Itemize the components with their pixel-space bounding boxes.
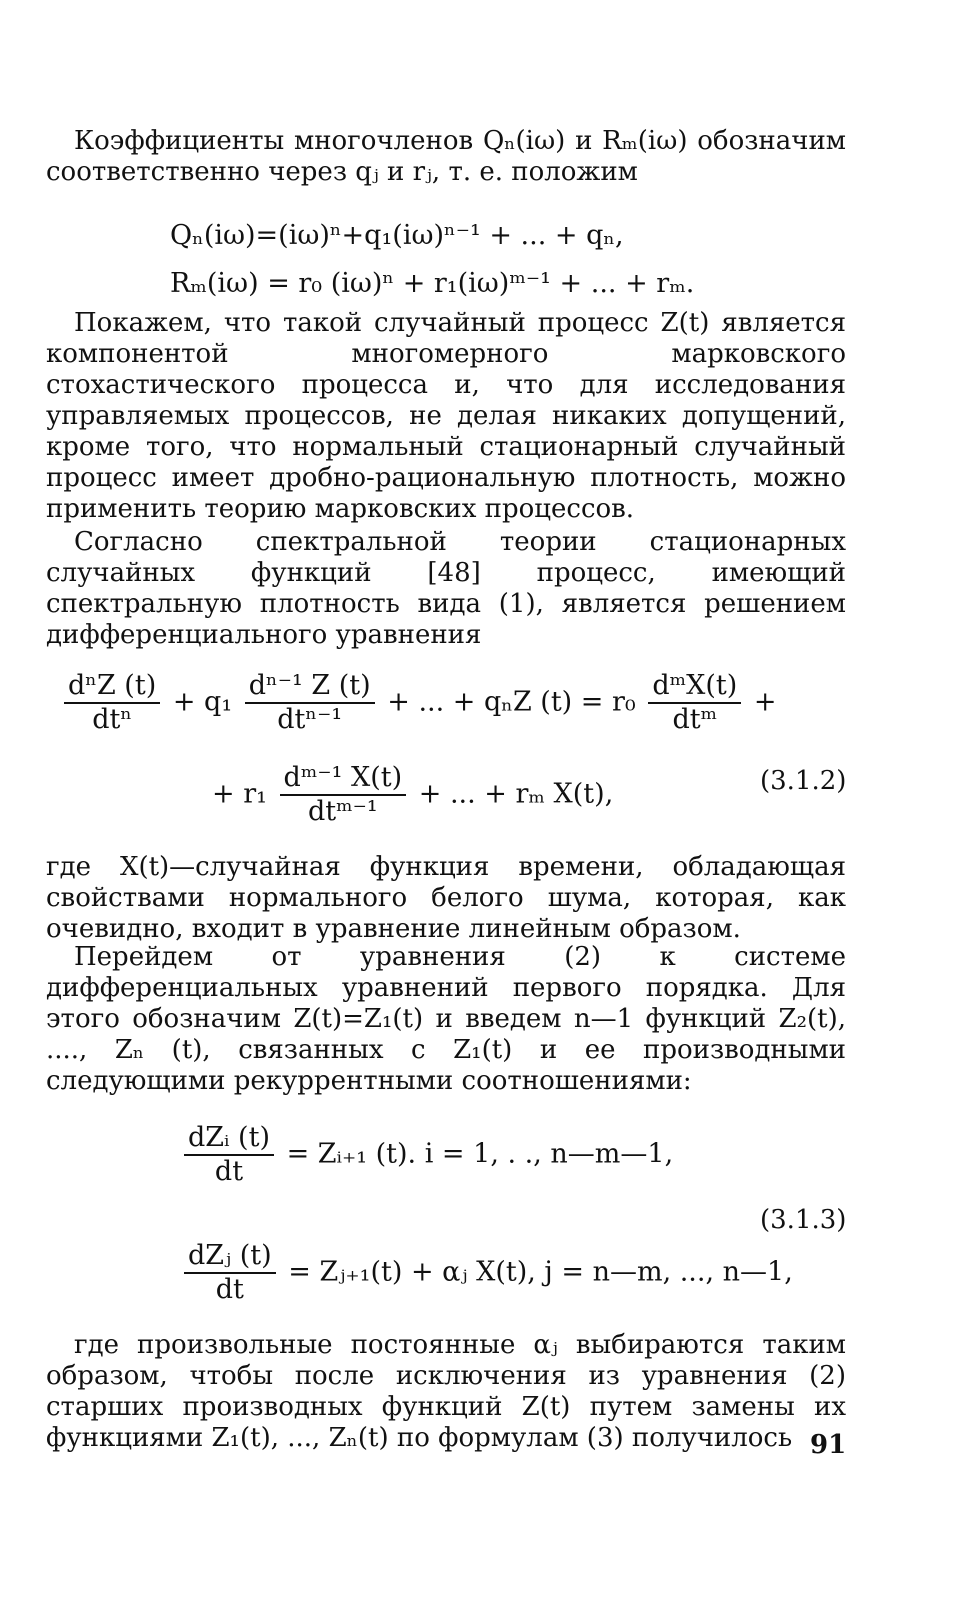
paragraph-first-order-system: Перейдем от уравнения (2) к системе дифференциальных уравнений первого порядка. Для этого обозначим Z(t)=Z₁(t) и введем n—1 функций Z₂(t), ...., Zₙ (t), связанных с Z₁(t) и ее производными следующими рекуррентными соотношениями: <box>46 942 846 1096</box>
fraction-numerator: dᵐ⁻¹ X(t) <box>280 762 407 796</box>
fraction-numerator: dZⱼ (t) <box>184 1240 276 1274</box>
equation-r-polynomial: Rₘ(iω) = r₀ (iω)ⁿ + r₁(iω)ᵐ⁻¹ + ... + rₘ. <box>170 268 695 299</box>
fraction-dnZ <box>64 670 160 736</box>
paragraph-coefficients: Коэффициенты многочленов Qₙ(iω) и Rₘ(iω) обозначим соответственно через qⱼ и rⱼ, т. е. положим <box>46 126 846 187</box>
equation-number-3-1-2: (3.1.2) <box>760 766 847 796</box>
equation-term: + r₁ <box>212 778 267 810</box>
fraction-denominator: dt <box>214 1156 244 1187</box>
fraction-numerator: dᵐX(t) <box>648 670 741 704</box>
fraction-denominator: dtⁿ⁻¹ <box>277 704 343 735</box>
fraction-denominator: dtᵐ⁻¹ <box>307 796 378 827</box>
equation-term: + q₁ <box>172 686 233 718</box>
equation-3-1-2-line-1 <box>60 670 777 736</box>
paragraph-arbitrary-constants: где произвольные постоянные αⱼ выбираются таким образом, чтобы после исключения из уравнения (2) старших производных функций Z(t) путем замены их функциями Z₁(t), ..., Zₙ(t) по формулам (3) получилось <box>46 1330 846 1453</box>
fraction-numerator: dⁿ⁻¹ Z (t) <box>245 670 375 704</box>
paragraph-white-noise: где X(t)—случайная функция времени, обладающая свойствами нормального белого шума, которая, как очевидно, входит в уравнение линейным образом. <box>46 852 846 944</box>
equation-term: + ... + qₙZ (t) = r₀ <box>387 686 636 718</box>
fraction-denominator: dtⁿ <box>92 704 133 735</box>
fraction-dm1X <box>280 762 407 828</box>
fraction-denominator: dt <box>215 1274 244 1305</box>
fraction-numerator: dⁿZ (t) <box>64 670 160 704</box>
fraction-denominator: dtᵐ <box>672 704 718 735</box>
equation-term: = Zⱼ₊₁(t) + αⱼ X(t), j = n—m, ..., n—1, <box>288 1256 793 1288</box>
fraction-dZj <box>184 1240 276 1306</box>
paragraph-markov-component: Покажем, что такой случайный процесс Z(t) является компонентой многомерного марковского стохастического процесса и, что для исследования управляемых процессов, не делая никаких допущений, кроме того, что нормальный стационарный случайный процесс имеет дробно-рациональную плотность, можно применить теорию марковских процессов. <box>46 308 846 524</box>
fraction-numerator: dZᵢ (t) <box>184 1122 274 1156</box>
fraction-dn1Z <box>245 670 375 736</box>
fraction-dmX <box>648 670 741 736</box>
equation-q-polynomial: Qₙ(iω)=(iω)ⁿ+q₁(iω)ⁿ⁻¹ + ... + qₙ, <box>170 220 624 251</box>
equation-3-1-3-line-2 <box>180 1240 793 1306</box>
page-number: 91 <box>810 1430 847 1460</box>
fraction-dZi <box>184 1122 274 1188</box>
paragraph-spectral-theory: Согласно спектральной теории стационарных случайных функций [48] процесс, имеющий спектральную плотность вида (1), является решением дифференциального уравнения <box>46 527 846 650</box>
equation-3-1-2-line-2 <box>212 762 613 828</box>
equation-term: + <box>753 686 777 718</box>
equation-3-1-3-line-1 <box>180 1122 673 1188</box>
equation-term: = Zᵢ₊₁ (t). i = 1, . ., n—m—1, <box>286 1138 674 1170</box>
equation-term: + ... + rₘ X(t), <box>418 778 614 810</box>
equation-number-3-1-3: (3.1.3) <box>760 1205 847 1235</box>
